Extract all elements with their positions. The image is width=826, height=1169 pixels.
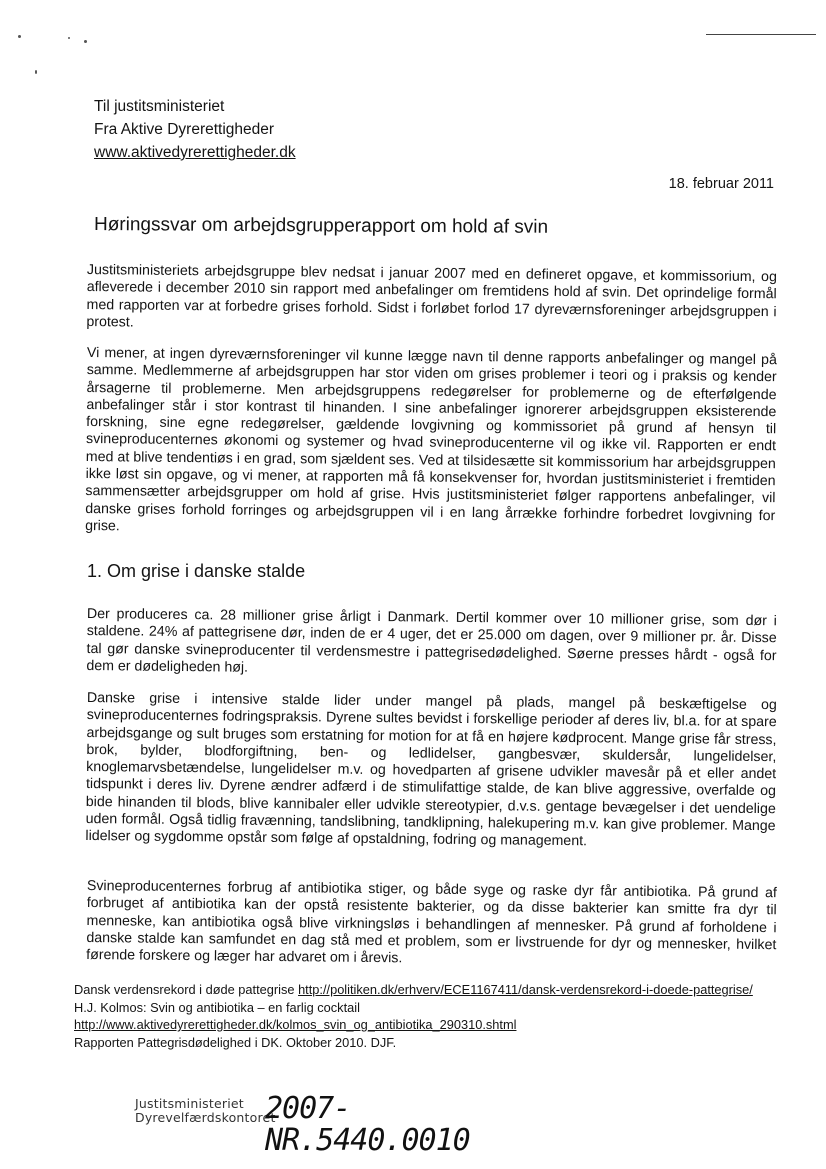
document-title-text: Høringssvar om arbejdsgrupperapport om hold af svin [93, 214, 549, 238]
reference-item [74, 1016, 774, 1034]
reference-item [74, 981, 774, 999]
reference-text: Dansk verdensrekord i døde pattegrise [74, 982, 299, 997]
sender-line: Fra Aktive Dyrerettigheder [94, 121, 275, 138]
section-heading: 1. Om grise i danske stalde [87, 561, 306, 581]
reference-link[interactable]: http://politiken.dk/erhverv/ECE1167411/dansk-verdensrekord-i-doede-pattegrise/ [298, 982, 753, 997]
section-paragraph-2: Danske grise i intensive stalde lider under mangel på plads, mangel på beskæftigelse og svineproducenternes fodringspraksis. Dyrene sultes bevidst i forskellige perioder af deres liv, bl.a. for at spare arbejdsgange og sult bruges som erstatning for motion for at få en højere kødprocent. Mange grise får stress, brok, bylder, blodforgiftning, ben- og ledlidelser, gangbesvær, skuldersår, lungelidelser, knoglemarvsbetændelse, lungelidelser m.v. og hovedparten af grisene udvikler mavesår på et eller andet tidspunkt i deres liv. Dyrene ændrer adfærd i de stimulifattige stalde, de kan blive aggressive, overfalde og bide hinanden til blods, blive kannibaler eller udvikle stereotypier, d.v.s. gentage bevægelser i det uendelige uden formål. Også tidlig fravænning, tandslibning, tandklipning, halekupering m.v. kan give problemer. Mange lidelser og sygdomme opstår som følge af opstaldning, fodring og management. [85, 690, 777, 850]
scan-speck [18, 35, 21, 38]
scan-artifact-line [706, 34, 816, 35]
document-title [94, 214, 548, 236]
section-paragraph-1: Der produceres ca. 28 millioner grise årligt i Danmark. Dertil kommer over 10 millioner grise, som dør i staldene. 24% af pattegrisene dør, inden de er 4 uger, det er 25.000 om dagen, over 9 millioner pr. år. Disse tal gør danske svineproducenter til verdensmestre i pattegrisedødelighed. Søerne presses hårdt - også for dem er dødeligheden høj. [86, 606, 777, 676]
website-link[interactable]: www.aktivedyrerettigheder.dk [94, 144, 296, 161]
reference-link[interactable]: http://www.aktivedyrerettigheder.dk/kolmos_svin_og_antibiotika_290310.shtml [74, 1017, 517, 1032]
scan-speck [35, 70, 37, 74]
stamp-office: Dyrevelfærdskontoret [135, 1110, 276, 1125]
stamp-ministry: Justitsministeriet [135, 1096, 244, 1111]
letter-date: 18. februar 2011 [668, 176, 774, 192]
reference-item [74, 1034, 774, 1052]
intro-paragraph-2: Vi mener, at ingen dyreværnsforeninger vil kunne lægge navn til denne rapports anbefalinger og mangel på samme. Medlemmerne af arbejdsgruppen har stor viden om grises problemer i teori og i praksis og kender årsagerne til problemerne. Men arbejdsgruppens redegørelser for problemerne og de efterfølgende anbefalinger står i stor kontrast til hinanden. I sine anbefalinger ignorerer arbejdsgruppen eksisterende forskning, sine egne redegørelser, gældende lovgivning og kommissoriet på grund af hensyn til svineproducenternes økonomi og systemer og hvad svineproducenterne vil og ikke vil. Rapporten er endt med at blive tendentiøs i en grad, som sjældent ses. Ved at tilsidesætte sit kommissorium har arbejdsgruppen ikke løst sin opgave, og vi mener, at rapporten må få konsekvenser for, hvordan justitsministeriet i fremtiden sammensætter arbejdsgrupper om hold af grise. Hvis justitsministeriet følger rapportens anbefalinger, vil danske grises forhold forringes og arbejdsgruppen vil i en lang årrække forhindre forbedret lovgivning for grise. [85, 345, 777, 535]
section-paragraph-3: Svineproducenternes forbrug af antibiotika stiger, og både syge og raske dyr får antibiotika. På grund af forbruget af antibiotika kan der opstå resistente bakterier, og da disse bakterier kan smitte fra dyr til menneske, kan antibiotika også blive virkningsløs i behandlingen af mennesker. På grund af forholdene i danske stalde kan samfundet en dag stå med et problem, som er livstruende for dyr og mennesker, hvilket førende forskere og læger har advaret om i årevis. [86, 878, 777, 967]
references-block [74, 981, 774, 1051]
scan-speck [84, 40, 87, 43]
registry-stamp [135, 1091, 555, 1158]
reference-text: Rapporten Pattegrisdødelighed i DK. Oktober 2010. DJF. [74, 1034, 397, 1050]
address-block [94, 95, 296, 164]
reference-text: H.J. Kolmos: Svin og antibiotika – en farlig cocktail [74, 999, 360, 1015]
stamp-case-number: 2007-NR.5440.0010 [265, 1091, 470, 1158]
intro-paragraph-1: Justitsministeriets arbejdsgruppe blev nedsat i januar 2007 med en defineret opgave, et kommissorium, og afleverede i december 2010 sin rapport med anbefalinger om fremtidens hold af svin. Det oprindelige formål med rapporten var at forbedre grises forhold. Sidst i forløbet forlod 17 dyreværnsforeninger arbejdsgruppen i protest. [86, 262, 777, 331]
recipient-line: Til justitsministeriet [94, 98, 225, 115]
scan-speck [68, 37, 70, 39]
reference-item [74, 999, 774, 1017]
